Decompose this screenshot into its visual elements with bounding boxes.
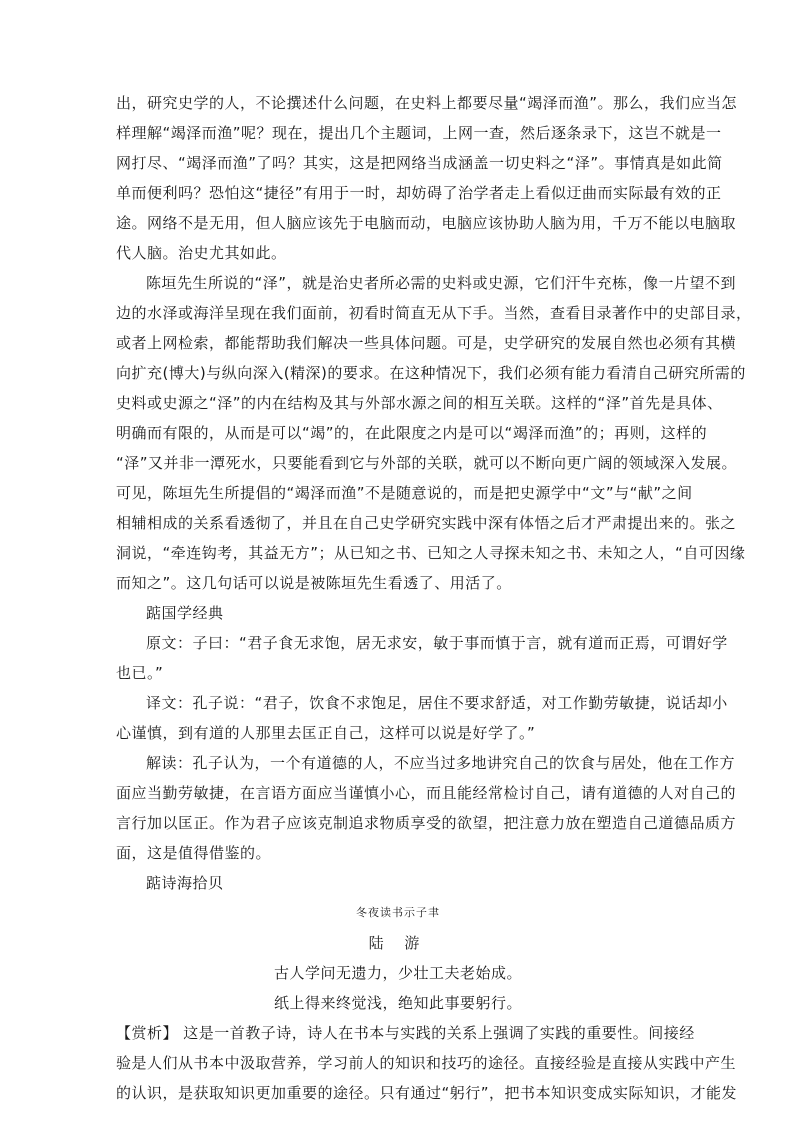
text-line: 边的水泽或海洋呈现在我们面前，初看时简直无从下手。当然，查看目录著作中的史部目录，: [116, 304, 752, 322]
text-line: 解读：孔子认为，一个有道德的人，不应当过多地讲究自己的饮食与居处，他在工作方: [146, 754, 736, 772]
poem-author: 陆 游: [368, 934, 428, 952]
text-line: 原文：子曰：“君子食无求饱，居无求安，敏于事而慎于言，就有道而正焉，可谓好学: [146, 634, 728, 652]
text-line: 单而便利吗？恐怕这“捷径”有用于一时，却妨碍了治学者走上看似迂曲而实际最有效的正: [116, 184, 722, 202]
text-line: 心谨慎，到有道的人那里去匡正自己，这样可以说是好学了。”: [116, 724, 536, 742]
text-line: 明确而有限的，从而是可以“竭”的，在此限度之内是可以“竭泽而渔”的；再则，这样的: [116, 424, 708, 442]
text-line: 陈垣先生所说的“泽”，就是治史者所必需的史料或史源，它们汗牛充栋，像一片望不到: [146, 274, 737, 292]
poem-line: 古人学问无遗力，少壮工夫老始成。: [273, 964, 522, 982]
text-line: 也已。”: [116, 664, 164, 682]
text-line: 的认识，是获取知识更加重要的途径。只有通过“躬行”，把书本知识变成实际知识，才能发: [116, 1084, 738, 1102]
poem: [116, 898, 680, 1018]
text-line: 可见，陈垣先生所提倡的“竭泽而渔”不是随意说的，而是把史源学中“文”与“献”之间: [116, 484, 693, 502]
text-line: 【赏析】 这是一首教子诗，诗人在书本与实践的关系上强调了实践的重要性。间接经: [116, 1024, 695, 1042]
text-line: “泽”又并非一潭死水，只要能看到它与外部的关联，就可以不断向更广阔的领域深入发展。: [116, 454, 738, 472]
document-page: [116, 88, 752, 1108]
poem-appreciation: [116, 1018, 738, 1108]
paragraph-continuation: [116, 88, 738, 268]
text-line: 史料或史源之“泽”的内在结构及其与外部水源之间的相互关联。这样的“泽”首先是具体、: [116, 394, 723, 412]
section-heading-classics: 踮国学经典: [146, 604, 224, 622]
text-line: 面，这是值得借鉴的。: [116, 844, 272, 862]
text-line: 向扩充(博大)与纵向深入(精深)的要求。在这种情况下，我们必须有能力看清自己研究所需的: [116, 364, 746, 382]
classic-translation: [116, 688, 728, 748]
text-line: 代人脑。治史尤其如此。: [116, 244, 287, 262]
text-line: 样理解“竭泽而渔”呢？现在，提出几个主题词，上网一查，然后逐条录下，这岂不就是一: [116, 124, 722, 142]
text-line: 出，研究史学的人，不论撰述什么问题，在史料上都要尽量“竭泽而渔”。那么，我们应当怎: [116, 94, 738, 112]
text-line: 或者上网检索，都能帮助我们解决一些具体问题。可是，史学研究的发展自然也必须有其横: [116, 334, 737, 352]
paragraph-chen-yuan: [116, 268, 752, 598]
poem-line: 纸上得来终觉浅，绝知此事要躬行。: [273, 994, 522, 1012]
poem-title: 冬夜读书示子聿: [356, 906, 440, 919]
text-line: 面应当勤劳敏捷，在言语方面应当谨慎小心，而且能经常检讨自己，请有道德的人对自己的: [116, 784, 737, 802]
classic-interpretation: [116, 748, 737, 868]
section-heading-poetry: 踮诗海拾贝: [146, 874, 224, 892]
text-line: 而知之”。这几句话可以说是被陈垣先生看透了、用活了。: [116, 574, 512, 592]
text-line: 网打尽、“竭泽而渔”了吗？其实，这是把网络当成涵盖一切史料之“泽”。事情真是如此简: [116, 154, 723, 172]
text-line: 途。网络不是无用，但人脑应该先于电脑而动，电脑应该协助人脑为用，千万不能以电脑取: [116, 214, 737, 232]
text-line: 验是人们从书本中汲取营养，学习前人的知识和技巧的途径。直接经验是直接从实践中产生: [116, 1054, 737, 1072]
text-line: 洞说，“牵连钩考，其益无方”；从已知之书、已知之人寻探未知之书、未知之人，“自可因缘: [116, 544, 746, 562]
text-line: 言行加以匡正。作为君子应该克制追求物质享受的欲望，把注意力放在塑造自己道德品质方: [116, 814, 737, 832]
text-line: 相辅相成的关系看透彻了，并且在自己史学研究实践中深有体悟之后才严肃提出来的。张之: [116, 514, 737, 532]
classic-original: [116, 628, 728, 688]
text-line: 译文：孔子说：“君子，饮食不求饱足，居住不要求舒适，对工作勤劳敏捷，说话却小: [146, 694, 728, 712]
